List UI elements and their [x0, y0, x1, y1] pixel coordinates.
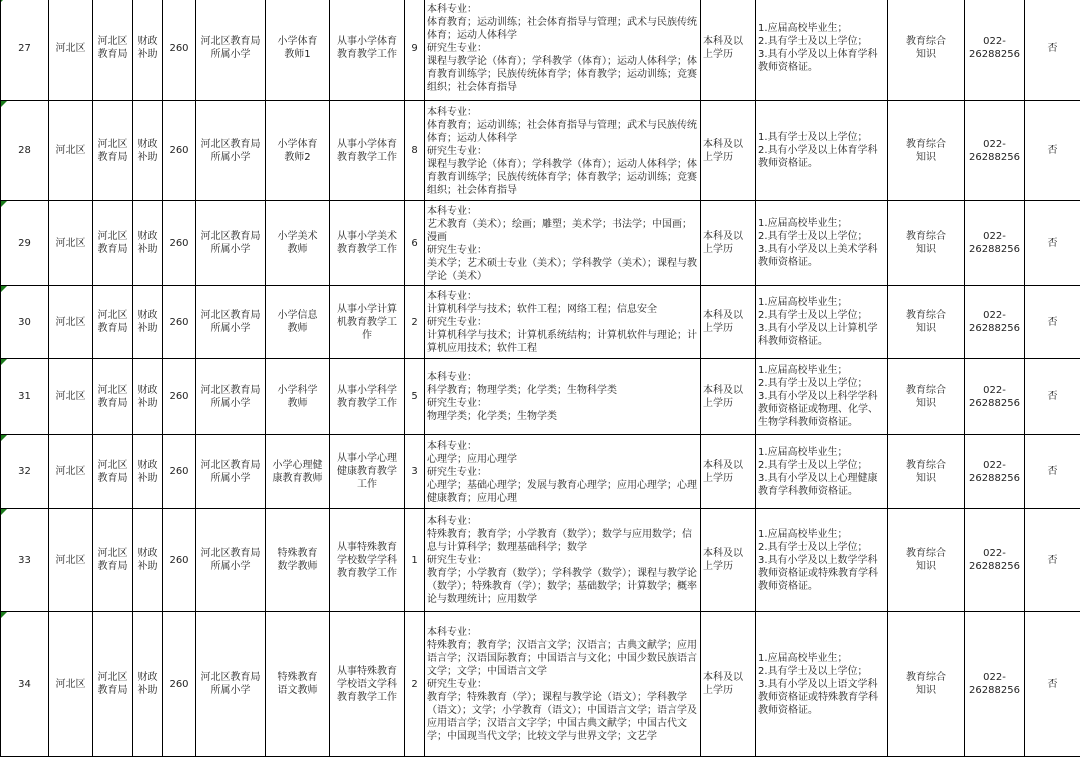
cell-text: 34: [18, 679, 31, 690]
department-cell[interactable]: [93, 201, 133, 286]
cell-text: 本科及以 上学历: [703, 231, 743, 255]
cell-text: 从事小学科学 教育教学工作: [337, 385, 397, 409]
cell-text: 河北区教育局 所属小学: [201, 36, 261, 60]
quota-cell[interactable]: [405, 201, 425, 286]
cell-text: 6: [411, 238, 417, 249]
duty-cell[interactable]: [330, 0, 405, 101]
contact-phone-cell[interactable]: [965, 612, 1025, 757]
major-requirements-cell[interactable]: [425, 612, 701, 757]
code-cell[interactable]: [163, 101, 196, 201]
cell-text: 5: [411, 391, 417, 402]
cell-text: 1.应届高校毕业生； 2.具有学士及以上学位； 3.具有小学及以上科学学科教师资格证或物理、化学、生物学科教师资格证。: [758, 365, 878, 428]
cell-text: 32: [18, 466, 31, 477]
row-number-cell[interactable]: [1, 612, 49, 757]
position-cell[interactable]: [266, 612, 330, 757]
major-requirements-cell[interactable]: [425, 101, 701, 201]
cell-text: 河北区教育局 所属小学: [201, 548, 261, 572]
table-row: [1, 435, 1080, 509]
cell-text: 教育综合 知识: [906, 231, 946, 255]
cell-text: 河北区: [56, 555, 86, 566]
cell-text: 从事小学美术 教育教学工作: [337, 231, 397, 255]
table-row: [1, 509, 1080, 612]
exam-subject-cell[interactable]: [888, 435, 965, 509]
education-cell[interactable]: [701, 0, 756, 101]
cell-text: 本科专业： 艺术教育（美术）；绘画；雕塑；美术学；书法学；中国画；漫画 研究生专业： 美术学；艺术硕士专业（美术）；学科教学（美术）；课程与教学论（美术）: [427, 206, 697, 282]
contact-phone-cell[interactable]: [965, 201, 1025, 286]
district-cell[interactable]: [49, 509, 93, 612]
cell-text: 1.应届高校毕业生； 2.具有学士及以上学位； 3.具有小学及以上语文学科教师资格证或特殊教育学科教师资格证。: [758, 653, 878, 716]
cell-text: 小学科学 教师: [278, 385, 318, 409]
other-requirements-cell[interactable]: [756, 101, 888, 201]
exam-subject-cell[interactable]: [888, 0, 965, 101]
cell-text: 河北区: [56, 145, 86, 156]
code-cell[interactable]: [163, 286, 196, 359]
cell-text: 本科专业： 计算机科学与技术；软件工程；网络工程；信息安全 研究生专业： 计算机科学与技术；计算机系统结构；计算机软件与理论；计算机应用技术；软件工程: [427, 291, 697, 354]
employer-cell[interactable]: [196, 612, 266, 757]
district-cell[interactable]: [49, 435, 93, 509]
contact-phone-cell[interactable]: [965, 359, 1025, 435]
funding-cell[interactable]: [133, 286, 163, 359]
cell-text: 财政 补助: [138, 310, 158, 334]
cell-text: 从事小学体育 教育教学工作: [337, 139, 397, 163]
cell-indicator-icon: [1, 101, 7, 107]
major-requirements-cell[interactable]: [425, 201, 701, 286]
table-row: [1, 201, 1080, 286]
education-cell[interactable]: [701, 435, 756, 509]
table-row: [1, 612, 1080, 757]
cell-text: 29: [18, 238, 31, 249]
cell-text: 教育综合 知识: [906, 548, 946, 572]
row-number-cell[interactable]: [1, 201, 49, 286]
cell-indicator-icon: [1, 0, 7, 2]
cell-text: 1.具有学士及以上学位； 2.具有小学及以上体育学科教师资格证。: [758, 132, 878, 169]
cell-text: 022- 26288256: [969, 385, 1020, 409]
cell-text: 河北区 教育局: [98, 36, 128, 60]
row-number-cell[interactable]: [1, 286, 49, 359]
cell-text: 本科专业： 体育教育；运动训练；社会体育指导与管理；武术与民族传统体育；运动人体科学 研究生专业： 课程与教学论（体育）；学科教学（体育）；运动人体科学；体育教育训练学；民族传统体育学；体育教学；运动训练；竞赛组织；社会体育指导: [427, 4, 697, 93]
district-cell[interactable]: [49, 201, 93, 286]
cell-text: 河北区 教育局: [98, 231, 128, 255]
cell-text: 财政 补助: [138, 139, 158, 163]
position-cell[interactable]: [266, 0, 330, 101]
cell-text: 财政 补助: [138, 36, 158, 60]
cell-text: 否: [1048, 317, 1058, 328]
cell-text: 河北区: [56, 679, 86, 690]
cell-text: 河北区 教育局: [98, 310, 128, 334]
contact-phone-cell[interactable]: [965, 286, 1025, 359]
cell-indicator-icon: [1, 359, 7, 365]
flag-cell[interactable]: [1025, 101, 1080, 201]
cell-text: 2: [411, 317, 417, 328]
employer-cell[interactable]: [196, 201, 266, 286]
cell-text: 教育综合 知识: [906, 36, 946, 60]
cell-text: 河北区 教育局: [98, 672, 128, 696]
cell-text: 特殊教育 语文教师: [278, 672, 318, 696]
cell-text: 27: [18, 43, 31, 54]
cell-text: 本科专业： 科学教育；物理学类；化学类；生物科学类 研究生专业： 物理学类；化学类；生物学类: [427, 372, 617, 422]
table-body: [1, 0, 1080, 757]
cell-text: 022- 26288256: [969, 460, 1020, 484]
cell-text: 从事小学心理 健康教育教学 工作: [337, 453, 397, 490]
district-cell[interactable]: [49, 0, 93, 101]
other-requirements-cell[interactable]: [756, 0, 888, 101]
row-number-cell[interactable]: [1, 0, 49, 101]
district-cell[interactable]: [49, 286, 93, 359]
cell-text: 本科专业： 特殊教育；教育学；小学教育（数学）；数学与应用数学；信息与计算科学；数理基础科学；数学 研究生专业： 教育学；小学教育（数学）；学科教学（数学）；课程与教学论（数学）；特殊教育（学）；数学；基础数学；计算数学；概率论与数理统计；应用数学: [427, 516, 697, 605]
exam-subject-cell[interactable]: [888, 359, 965, 435]
cell-text: 从事小学体育 教育教学工作: [337, 36, 397, 60]
exam-subject-cell[interactable]: [888, 201, 965, 286]
position-cell[interactable]: [266, 359, 330, 435]
duty-cell[interactable]: [330, 435, 405, 509]
cell-text: 本科及以 上学历: [703, 672, 743, 696]
cell-text: 2: [411, 679, 417, 690]
other-requirements-cell[interactable]: [756, 201, 888, 286]
cell-text: 小学心理健 康教育教师: [273, 460, 323, 484]
table-row: [1, 101, 1080, 201]
cell-text: 小学体育 教师2: [278, 139, 318, 163]
cell-text: 教育综合 知识: [906, 672, 946, 696]
cell-text: 财政 补助: [138, 231, 158, 255]
employer-cell[interactable]: [196, 0, 266, 101]
table-row: [1, 0, 1080, 101]
department-cell[interactable]: [93, 0, 133, 101]
cell-text: 从事特殊教育 学校语文学科 教育教学工作: [337, 666, 397, 703]
cell-text: 否: [1048, 43, 1058, 54]
cell-text: 022- 26288256: [969, 672, 1020, 696]
cell-text: 1: [411, 555, 417, 566]
cell-text: 260: [169, 43, 188, 54]
position-cell[interactable]: [266, 286, 330, 359]
cell-indicator-icon: [1, 612, 7, 618]
contact-phone-cell[interactable]: [965, 101, 1025, 201]
funding-cell[interactable]: [133, 359, 163, 435]
exam-subject-cell[interactable]: [888, 509, 965, 612]
education-cell[interactable]: [701, 201, 756, 286]
funding-cell[interactable]: [133, 0, 163, 101]
cell-text: 31: [18, 391, 31, 402]
quota-cell[interactable]: [405, 286, 425, 359]
cell-text: 本科及以 上学历: [703, 460, 743, 484]
district-cell[interactable]: [49, 612, 93, 757]
district-cell[interactable]: [49, 359, 93, 435]
funding-cell[interactable]: [133, 435, 163, 509]
duty-cell[interactable]: [330, 101, 405, 201]
department-cell[interactable]: [93, 101, 133, 201]
position-cell[interactable]: [266, 435, 330, 509]
employer-cell[interactable]: [196, 435, 266, 509]
position-cell[interactable]: [266, 101, 330, 201]
contact-phone-cell[interactable]: [965, 0, 1025, 101]
flag-cell[interactable]: [1025, 612, 1080, 757]
cell-text: 否: [1048, 238, 1058, 249]
cell-text: 1.应届高校毕业生； 2.具有学士及以上学位； 3.具有小学及以上体育学科教师资格证。: [758, 23, 878, 73]
cell-text: 022- 26288256: [969, 548, 1020, 572]
code-cell[interactable]: [163, 359, 196, 435]
exam-subject-cell[interactable]: [888, 612, 965, 757]
row-number-cell[interactable]: [1, 435, 49, 509]
cell-text: 260: [169, 466, 188, 477]
cell-text: 河北区: [56, 466, 86, 477]
education-cell[interactable]: [701, 359, 756, 435]
quota-cell[interactable]: [405, 509, 425, 612]
cell-indicator-icon: [1, 435, 7, 441]
quota-cell[interactable]: [405, 0, 425, 101]
position-cell[interactable]: [266, 201, 330, 286]
employer-cell[interactable]: [196, 286, 266, 359]
cell-text: 河北区教育局 所属小学: [201, 139, 261, 163]
cell-text: 河北区教育局 所属小学: [201, 460, 261, 484]
major-requirements-cell[interactable]: [425, 435, 701, 509]
cell-text: 从事小学计算 机教育教学工 作: [337, 304, 397, 341]
other-requirements-cell[interactable]: [756, 286, 888, 359]
cell-text: 022- 26288256: [969, 36, 1020, 60]
cell-text: 022- 26288256: [969, 139, 1020, 163]
cell-text: 260: [169, 555, 188, 566]
cell-text: 河北区 教育局: [98, 460, 128, 484]
contact-phone-cell[interactable]: [965, 509, 1025, 612]
cell-text: 本科专业： 体育教育；运动训练；社会体育指导与管理；武术与民族传统体育；运动人体科学 研究生专业： 课程与教学论（体育）；学科教学（体育）；运动人体科学；体育教育训练学；民族传统体育学；体育教学；运动训练；竞赛组织；社会体育指导: [427, 107, 697, 196]
cell-text: 特殊教育 数学教师: [278, 548, 318, 572]
duty-cell[interactable]: [330, 201, 405, 286]
cell-text: 河北区 教育局: [98, 385, 128, 409]
cell-text: 否: [1048, 391, 1058, 402]
cell-text: 否: [1048, 145, 1058, 156]
cell-text: 河北区 教育局: [98, 548, 128, 572]
quota-cell[interactable]: [405, 359, 425, 435]
cell-text: 否: [1048, 466, 1058, 477]
duty-cell[interactable]: [330, 612, 405, 757]
row-number-cell[interactable]: [1, 509, 49, 612]
cell-text: 从事特殊教育 学校数学学科 教育教学工作: [337, 542, 397, 579]
cell-text: 小学美术 教师: [278, 231, 318, 255]
district-cell[interactable]: [49, 101, 93, 201]
department-cell[interactable]: [93, 509, 133, 612]
cell-text: 教育综合 知识: [906, 139, 946, 163]
cell-text: 1.应届高校毕业生； 2.具有学士及以上学位； 3.具有小学及以上心理健康教育学科教师资格证。: [758, 447, 878, 497]
cell-text: 3: [411, 466, 417, 477]
employer-cell[interactable]: [196, 509, 266, 612]
department-cell[interactable]: [93, 359, 133, 435]
duty-cell[interactable]: [330, 509, 405, 612]
flag-cell[interactable]: [1025, 509, 1080, 612]
cell-text: 260: [169, 391, 188, 402]
cell-text: 本科专业： 心理学；应用心理学 研究生专业： 心理学；基础心理学；发展与教育心理学；应用心理学；心理健康教育；应用心理: [427, 441, 697, 504]
cell-text: 河北区 教育局: [98, 139, 128, 163]
cell-text: 30: [18, 317, 31, 328]
contact-phone-cell[interactable]: [965, 435, 1025, 509]
quota-cell[interactable]: [405, 101, 425, 201]
cell-text: 本科及以 上学历: [703, 36, 743, 60]
cell-text: 河北区: [56, 238, 86, 249]
cell-text: 教育综合 知识: [906, 385, 946, 409]
other-requirements-cell[interactable]: [756, 435, 888, 509]
cell-text: 1.应届高校毕业生； 2.具有学士及以上学位； 3.具有小学及以上计算机学科教师资格证。: [758, 297, 878, 347]
cell-text: 28: [18, 145, 31, 156]
flag-cell[interactable]: [1025, 0, 1080, 101]
cell-text: 1.应届高校毕业生； 2.具有学士及以上学位； 3.具有小学及以上美术学科教师资格证。: [758, 218, 878, 268]
cell-text: 260: [169, 679, 188, 690]
cell-text: 河北区教育局 所属小学: [201, 310, 261, 334]
cell-text: 河北区教育局 所属小学: [201, 231, 261, 255]
code-cell[interactable]: [163, 612, 196, 757]
department-cell[interactable]: [93, 612, 133, 757]
major-requirements-cell[interactable]: [425, 0, 701, 101]
cell-text: 本科及以 上学历: [703, 548, 743, 572]
table-row: [1, 286, 1080, 359]
employer-cell[interactable]: [196, 359, 266, 435]
code-cell[interactable]: [163, 201, 196, 286]
cell-text: 本科及以 上学历: [703, 385, 743, 409]
flag-cell[interactable]: [1025, 201, 1080, 286]
cell-text: 河北区: [56, 317, 86, 328]
cell-text: 本科及以 上学历: [703, 139, 743, 163]
row-number-cell[interactable]: [1, 101, 49, 201]
cell-indicator-icon: [1, 509, 7, 515]
cell-text: 财政 补助: [138, 672, 158, 696]
flag-cell[interactable]: [1025, 359, 1080, 435]
quota-cell[interactable]: [405, 435, 425, 509]
cell-text: 33: [18, 555, 31, 566]
cell-text: 河北区教育局 所属小学: [201, 672, 261, 696]
funding-cell[interactable]: [133, 201, 163, 286]
cell-text: 本科及以 上学历: [703, 310, 743, 334]
major-requirements-cell[interactable]: [425, 509, 701, 612]
funding-cell[interactable]: [133, 509, 163, 612]
code-cell[interactable]: [163, 509, 196, 612]
flag-cell[interactable]: [1025, 286, 1080, 359]
exam-subject-cell[interactable]: [888, 101, 965, 201]
cell-text: 9: [411, 43, 417, 54]
education-cell[interactable]: [701, 286, 756, 359]
other-requirements-cell[interactable]: [756, 359, 888, 435]
duty-cell[interactable]: [330, 286, 405, 359]
cell-text: 1.应届高校毕业生； 2.具有学士及以上学位； 3.具有小学及以上数学学科教师资格证或特殊教育学科教师资格证。: [758, 529, 878, 592]
education-cell[interactable]: [701, 509, 756, 612]
department-cell[interactable]: [93, 286, 133, 359]
department-cell[interactable]: [93, 435, 133, 509]
other-requirements-cell[interactable]: [756, 612, 888, 757]
cell-text: 260: [169, 317, 188, 328]
education-cell[interactable]: [701, 101, 756, 201]
major-requirements-cell[interactable]: [425, 286, 701, 359]
flag-cell[interactable]: [1025, 435, 1080, 509]
cell-text: 否: [1048, 679, 1058, 690]
cell-text: 022- 26288256: [969, 231, 1020, 255]
cell-text: 河北区教育局 所属小学: [201, 385, 261, 409]
cell-text: 8: [411, 145, 417, 156]
cell-text: 财政 补助: [138, 460, 158, 484]
cell-text: 财政 补助: [138, 385, 158, 409]
exam-subject-cell[interactable]: [888, 286, 965, 359]
cell-text: 本科专业： 特殊教育；教育学；汉语言文学；汉语言；古典文献学；应用语言学；汉语国际教育；中国语言与文化；中国少数民族语言文学；文学；中国语言文学 研究生专业： 教育学；特殊教育（学）；课程与教学论（语文）；学科教学（语文）；文学；小学教育（语文）；中国语言文学；语言学及应用语言学；汉语言文字学；中国古典文献学；中国古代文学；中国现当代文学；比较文学与世界文学；文艺学: [427, 627, 697, 742]
code-cell[interactable]: [163, 0, 196, 101]
code-cell[interactable]: [163, 435, 196, 509]
cell-text: 河北区: [56, 43, 86, 54]
cell-text: 财政 补助: [138, 548, 158, 572]
row-number-cell[interactable]: [1, 359, 49, 435]
cell-text: 小学信息 教师: [278, 310, 318, 334]
major-requirements-cell[interactable]: [425, 359, 701, 435]
other-requirements-cell[interactable]: [756, 509, 888, 612]
cell-text: 260: [169, 238, 188, 249]
cell-text: 教育综合 知识: [906, 310, 946, 334]
education-cell[interactable]: [701, 612, 756, 757]
cell-text: 否: [1048, 555, 1058, 566]
funding-cell[interactable]: [133, 612, 163, 757]
cell-text: 河北区: [56, 391, 86, 402]
funding-cell[interactable]: [133, 101, 163, 201]
quota-cell[interactable]: [405, 612, 425, 757]
cell-indicator-icon: [1, 201, 7, 207]
cell-indicator-icon: [1, 286, 7, 292]
cell-text: 小学体育 教师1: [278, 36, 318, 60]
position-cell[interactable]: [266, 509, 330, 612]
cell-text: 教育综合 知识: [906, 460, 946, 484]
table-row: [1, 359, 1080, 435]
employer-cell[interactable]: [196, 101, 266, 201]
duty-cell[interactable]: [330, 359, 405, 435]
cell-text: 022- 26288256: [969, 310, 1020, 334]
cell-text: 260: [169, 145, 188, 156]
